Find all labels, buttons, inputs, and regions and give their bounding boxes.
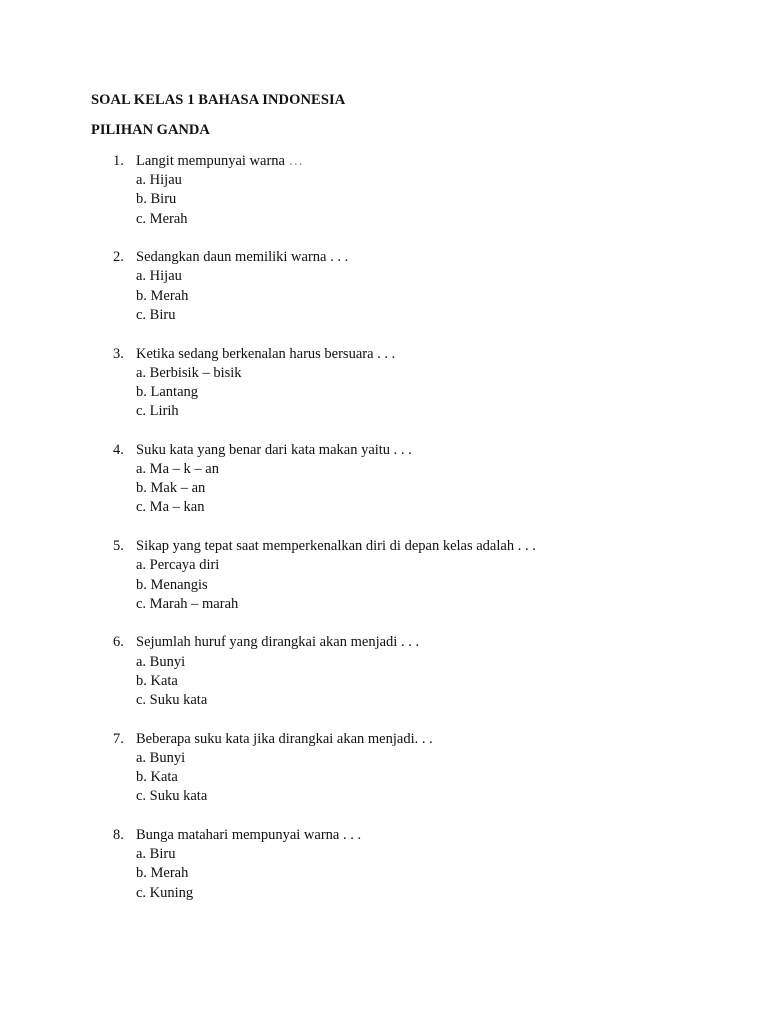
option-b: b. Merah [136,287,189,304]
question-text: Suku kata yang benar dari kata makan yaitu . . . [136,441,412,458]
question-text: Sedangkan daun memiliki warna . . . [136,249,349,266]
question-text: Sejumlah huruf yang dirangkai akan menjadi . . . [136,634,420,651]
question-number: 6. [113,634,124,651]
option-a: a. Bunyi [136,653,186,670]
question-text: Bunga matahari mempunyai warna . . . [136,827,362,844]
question-text [136,152,303,171]
question-text: Sikap yang tepat saat memperkenalkan diri di depan kelas adalah . . . [136,538,536,555]
option-b: b. Lantang [136,383,199,400]
option-c: c. Marah – marah [136,595,239,612]
option-list [136,845,193,903]
option-c: c. Ma – kan [136,499,205,516]
question-text-main: Langit mempunyai warna [136,153,289,169]
option-list [136,556,238,614]
question-ellipsis: … [288,153,304,169]
option-a: a. Hijau [136,268,182,285]
option-b: b. Biru [136,191,177,208]
option-list [136,460,219,518]
section-title: PILIHAN GANDA [91,122,210,138]
option-list [136,364,242,422]
option-a: a. Ma – k – an [136,461,219,478]
option-c: c. Merah [136,210,188,227]
option-a: a. Bunyi [136,749,186,766]
option-a: a. Hijau [136,172,182,189]
option-c: c. Lirih [136,403,179,420]
option-b: b. Kata [136,672,178,689]
question-text: Ketika sedang berkenalan harus bersuara . . . [136,345,396,362]
option-c: c. Biru [136,306,176,323]
option-b: b. Menangis [136,576,208,593]
question-number: 8. [113,827,124,844]
document-title: SOAL KELAS 1 BAHASA INDONESIA [91,92,346,108]
question-number: 3. [113,345,124,362]
question-number: 7. [113,730,124,747]
option-c: c. Suku kata [136,692,208,709]
question-number: 1. [113,153,124,169]
option-b: b. Merah [136,865,189,882]
question-text: Beberapa suku kata jika dirangkai akan menjadi. . . [136,730,433,747]
option-list [136,749,207,807]
option-a: a. Berbisik – bisik [136,364,242,381]
option-list [136,653,207,711]
question-number: 5. [113,538,124,555]
question-number: 4. [113,441,124,458]
option-c: c. Kuning [136,884,194,901]
option-b: b. Mak – an [136,480,206,497]
option-b: b. Kata [136,769,178,786]
option-a: a. Biru [136,846,176,863]
option-list [136,267,188,325]
option-c: c. Suku kata [136,788,208,805]
option-list [136,171,188,229]
option-a: a. Percaya diri [136,557,220,574]
question-number: 2. [113,249,124,266]
